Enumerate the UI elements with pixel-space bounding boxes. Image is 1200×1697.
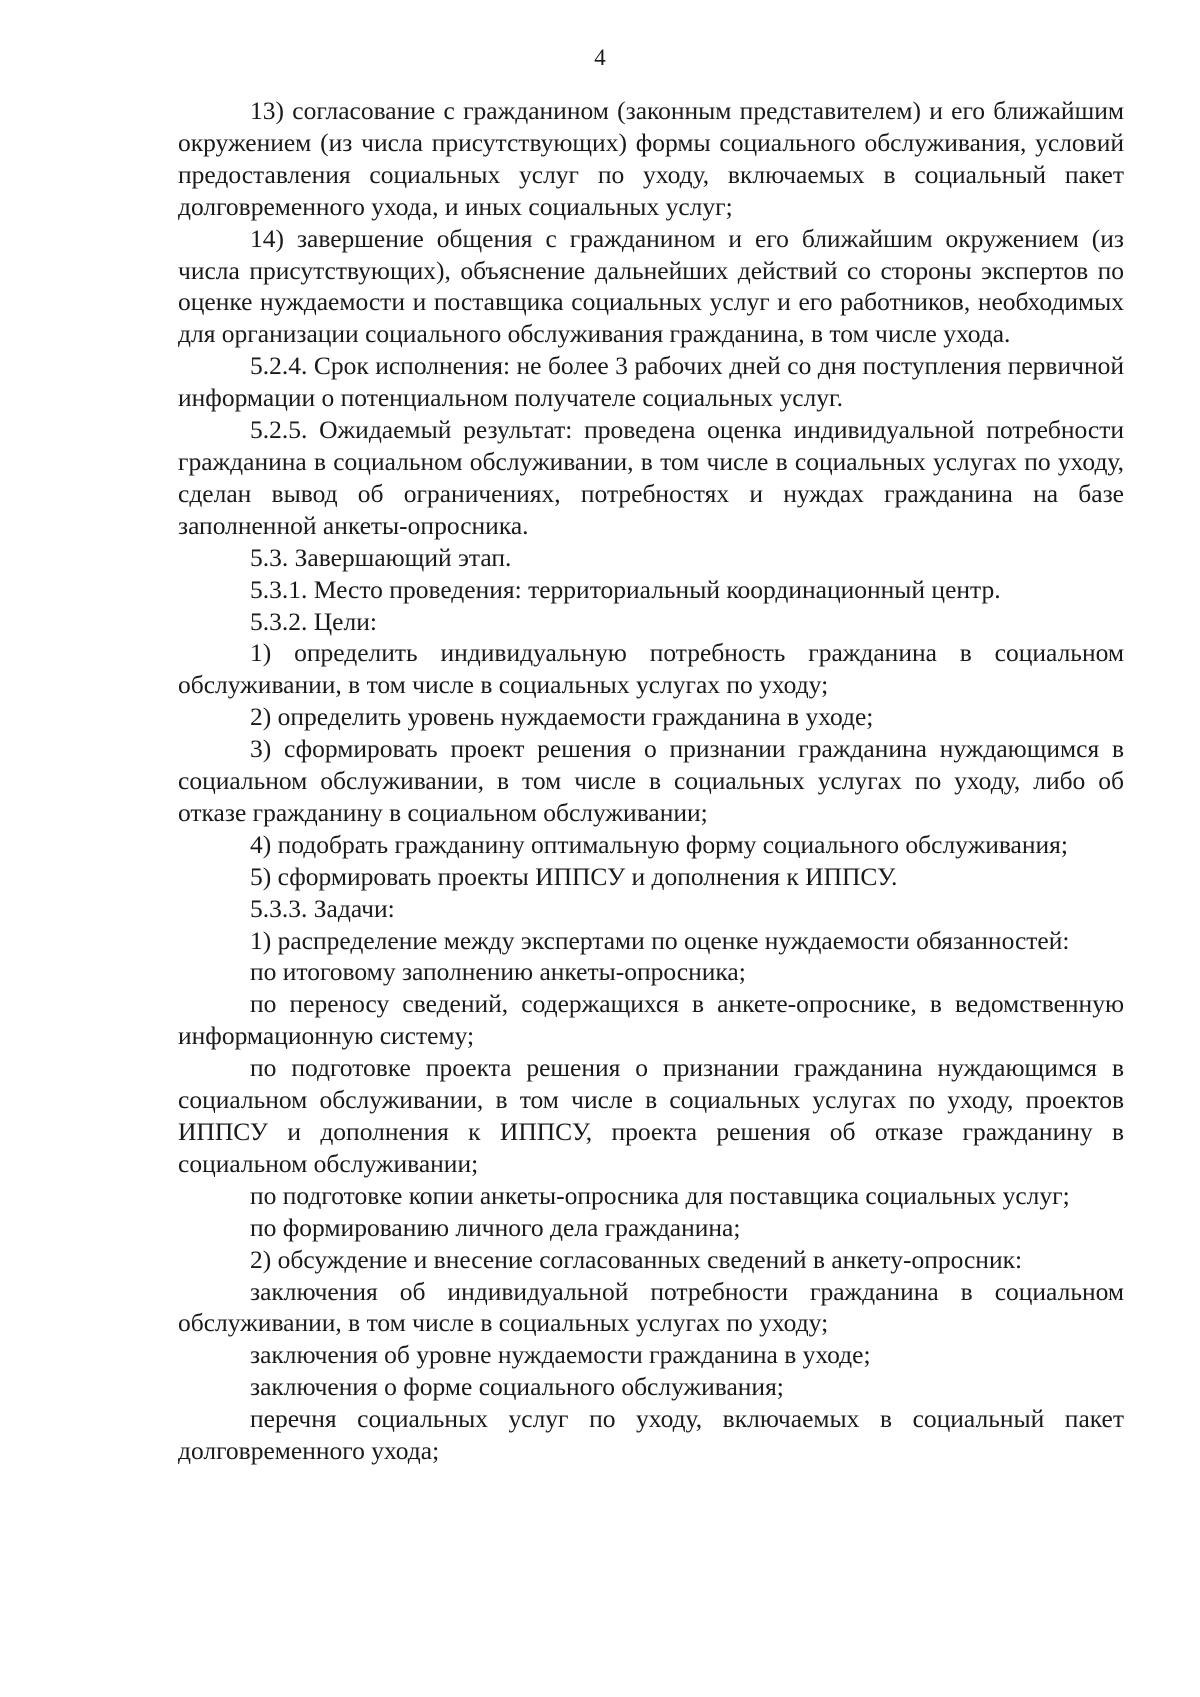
conclusion-individual-need: заключения об индивидуальной потребности гражданина в социальном обслуживании, в том числе в социальных услугах по уходу; bbox=[178, 1276, 1124, 1338]
paragraph-5-3-3: 5.3.3. Задачи: bbox=[250, 893, 395, 923]
task-subitem-copy: по подготовке копии анкеты-опросника для поставщика социальных услуг; bbox=[250, 1180, 1070, 1210]
paragraph-item-14: 14) завершение общения с гражданином и его ближайшим окружением (из числа присутствующих), объяснение дальнейших действий со стороны экспертов по оценке нуждаемости и поставщика социальных услуг и его работников, необходимых для организации социального обслуживания гражданина, в том числе ухода. bbox=[178, 223, 1124, 349]
document-body bbox=[178, 95, 1124, 1467]
page-number: 4 bbox=[594, 45, 606, 70]
care-services-list: перечня социальных услуг по уходу, включаемых в социальный пакет долговременного ухода; bbox=[178, 1404, 1124, 1466]
task-subitem-draft-decision: по подготовке проекта решения о признании гражданина нуждающимся в социальном обслуживании, в том числе в социальных услугах по уходу, проектов ИППСУ и дополнения к ИППСУ, проекта решения об отказе гражданину в социальном обслуживании; bbox=[178, 1053, 1124, 1178]
goal-item-4: 4) подобрать гражданину оптимальную форму социального обслуживания; bbox=[250, 829, 1068, 859]
goal-item-1: 1) определить индивидуальную потребность гражданина в социальном обслуживании, в том числе в социальных услугах по уходу; bbox=[178, 638, 1124, 700]
paragraph-5-3-2: 5.3.2. Цели: bbox=[250, 606, 377, 636]
paragraph-5-2-4: 5.2.4. Срок исполнения: не более 3 рабочих дней со дня поступления первичной информации о потенциальном получателе социальных услуг. bbox=[178, 351, 1124, 413]
task-item-1: 1) распределение между экспертами по оценке нуждаемости обязанностей: bbox=[250, 925, 1070, 955]
goal-item-5: 5) сформировать проекты ИППСУ и дополнения к ИППСУ. bbox=[250, 861, 898, 891]
task-subitem-personal-file: по формированию личного дела гражданина; bbox=[250, 1212, 741, 1242]
goal-item-3: 3) сформировать проект решения о признании гражданина нуждающимся в социальном обслуживании, в том числе в социальных услугах по уходу, либо об отказе гражданину в социальном обслуживании; bbox=[178, 734, 1124, 827]
conclusion-care-level: заключения об уровне нуждаемости гражданина в уходе; bbox=[250, 1340, 871, 1370]
task-item-2: 2) обсуждение и внесение согласованных сведений в анкету-опросник: bbox=[250, 1244, 1023, 1274]
paragraph-item-13: 13) согласование с гражданином (законным представителем) и его ближайшим окружением (из числа присутствующих) формы социального обслуживания, условий предоставления социальных услуг по уходу, включаемых в социальный пакет долговременного ухода, и иных социальных услуг; bbox=[178, 96, 1124, 221]
task-subitem-final-filling: по итоговому заполнению анкеты-опросника; bbox=[250, 957, 746, 987]
conclusion-service-form: заключения о форме социального обслуживания; bbox=[250, 1372, 784, 1402]
paragraph-5-3: 5.3. Завершающий этап. bbox=[250, 542, 512, 572]
paragraph-5-2-5: 5.2.5. Ожидаемый результат: проведена оценка индивидуальной потребности гражданина в социальном обслуживании, в том числе в социальных услугах по уходу, сделан вывод об ограничениях, потребностях и нуждах гражданина на базе заполненной анкеты-опросника. bbox=[178, 415, 1124, 540]
paragraph-5-3-1: 5.3.1. Место проведения: территориальный координационный центр. bbox=[250, 574, 1001, 604]
task-subitem-transfer: по переносу сведений, содержащихся в анкете-опроснике, в ведомственную информационную систему; bbox=[178, 989, 1124, 1051]
goal-item-2: 2) определить уровень нуждаемости гражданина в уходе; bbox=[250, 702, 874, 732]
